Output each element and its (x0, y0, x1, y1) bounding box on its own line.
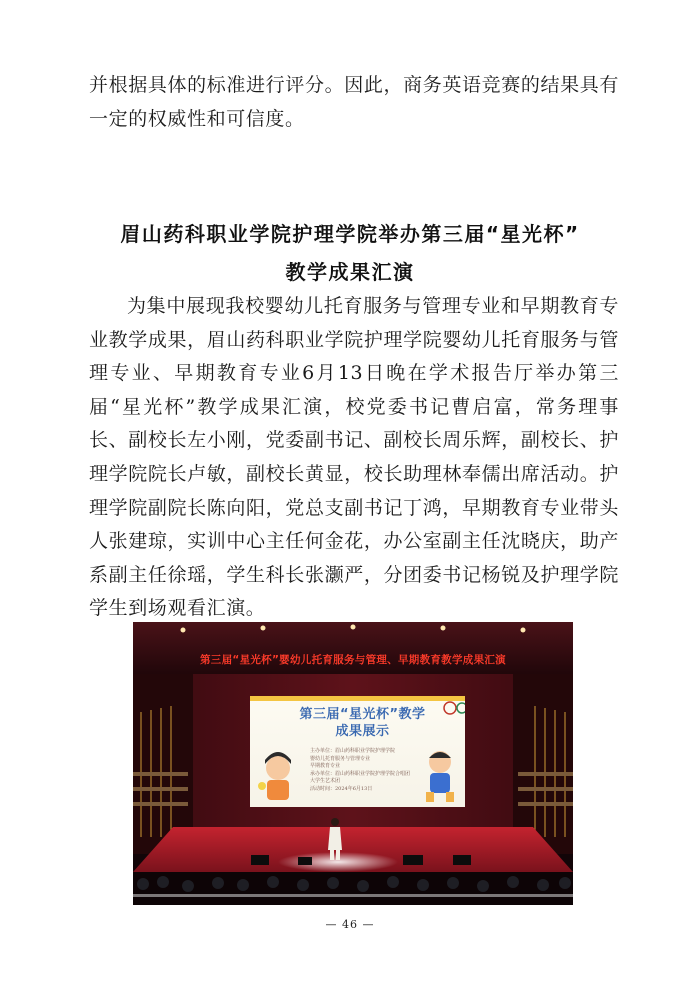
event-photo (133, 622, 573, 905)
article-body: 为集中展现我校婴幼儿托育服务与管理专业和早期教育专业教学成果，眉山药科职业学院护理学院婴幼儿托育服务与管理专业、早期教育专业6月13日晚在学术报告厅举办第三届“星光杯”教学成果汇演，校党委书记曹启富，常务理事长、副校长左小刚，党委副书记、副校长周乐辉，副校长、护理学院院长卢敏，副校长黄显，校长助理林奉儒出席活动。护理学院副院长陈向阳，党总支副书记丁鸿，早期教育专业带头人张建琼，实训中心主任何金花，办公室副主任沈晓庆，助产系副主任徐瑶，学生科长张灏严，分团委书记杨锐及护理学院学生到场观看汇演。 (89, 295, 619, 620)
logo-icons (444, 702, 465, 714)
article-title-line-1: 眉山药科职业学院护理学院举办第三届“星光杯” (120, 222, 580, 246)
page-number: — 46 — (325, 918, 375, 931)
banner-text: 第三届“星光杯”婴幼儿托育服务与管理、早期教育教学成果汇演 (199, 654, 506, 666)
screen-info-line: 活动时间：2024年6月13日 (310, 785, 373, 792)
cartoon-girl-icon (258, 752, 291, 800)
screen-title-line-1: 第三届“星光杯”教学 (299, 707, 426, 722)
screen-info-line: 承办单位：眉山药科职业学院护理学院合唱团 (310, 770, 411, 777)
screen-info-line: 早期教育专业 (310, 763, 341, 770)
screen-title-line-2: 成果展示 (335, 724, 390, 739)
screen-info-line: 婴幼儿托育服务与管理专业 (310, 755, 371, 762)
screen-info-line: 主办单位：眉山药科职业学院护理学院 (310, 748, 396, 754)
cartoon-illustrations (250, 696, 465, 807)
projection-screen (250, 696, 465, 807)
audience-seats-foreground (133, 894, 573, 897)
intro-paragraph: 并根据具体的标准进行评分。因此，商务英语竞赛的结果具有一定的权威性和可信度。 (89, 74, 619, 130)
cartoon-boy-icon (426, 751, 454, 802)
article-title-line-2: 教学成果汇演 (285, 260, 415, 284)
screen-info-line: 大学生艺术团 (310, 778, 341, 785)
audience-area (133, 872, 573, 905)
